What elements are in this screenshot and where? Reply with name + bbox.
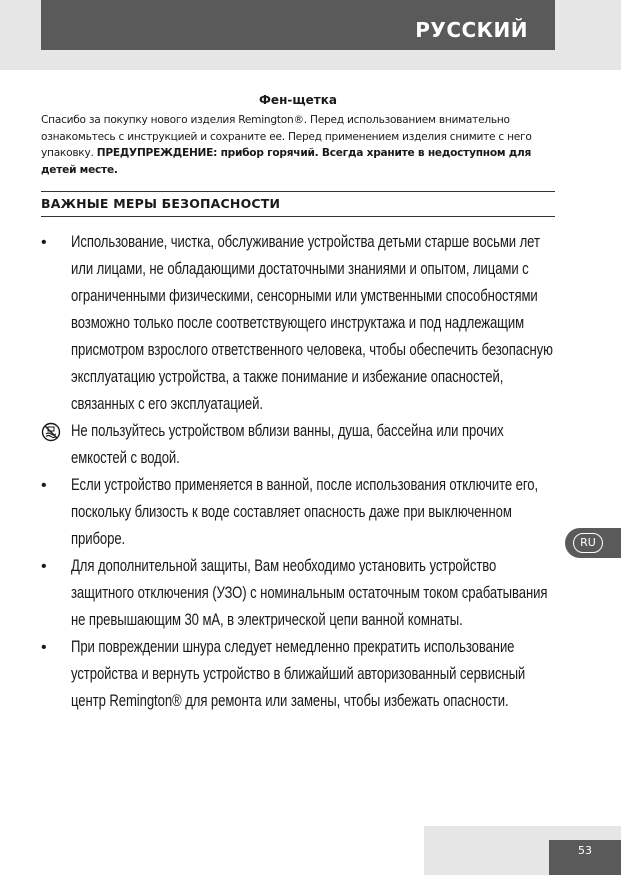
- language-code-badge: RU: [573, 533, 603, 553]
- section-rule-bottom: [41, 216, 555, 217]
- section-title: ВАЖНЫЕ МЕРЫ БЕЗОПАСНОСТИ: [41, 196, 281, 211]
- list-item-text: При повреждении шнура следует немедленно прекратить использование устройства и вернуть устройство в ближайший авторизованный сервисный центр Remington® для ремонта или замены, чтобы избежать опасности.: [71, 638, 526, 710]
- list-item-text: Для дополнительной защиты, Вам необходимо установить устройство защитного отключения (УЗО) с номинальным остаточным током срабатывания не превышающим 30 мА, в электрической цепи ванной комнаты.: [71, 557, 548, 629]
- bullet: •: [41, 234, 47, 251]
- warning-text: ПРЕДУПРЕЖДЕНИЕ: прибор горячий. Всегда храните в недоступном для детей месте.: [41, 147, 532, 176]
- list-item: [41, 634, 561, 715]
- language-header-bar: [41, 0, 555, 50]
- no-water-icon: [41, 422, 61, 442]
- list-item: [41, 472, 561, 553]
- list-item: [41, 553, 561, 634]
- list-item: [41, 229, 561, 418]
- list-item-text: Не пользуйтесь устройством вблизи ванны, душа, бассейна или прочих емкостей с водой.: [71, 422, 504, 467]
- intro-text: Спасибо за покупку нового изделия Remington®. Перед использованием внимательно ознакомьтесь с инструкцией и сохраните ее. Перед применением изделия снимите с него упаковку.: [41, 114, 532, 159]
- language-title: РУССКИЙ: [415, 18, 528, 42]
- list-item-text: Если устройство применяется в ванной, после использования отключите его, поскольку близость к воде составляет опасность даже при выключенном приборе.: [71, 476, 539, 548]
- bullet: •: [41, 558, 47, 575]
- intro-paragraph: [41, 112, 561, 178]
- language-side-tab: [565, 528, 621, 558]
- section-rule-top: [41, 191, 555, 192]
- bullet: •: [41, 639, 47, 656]
- safety-list: [41, 229, 561, 715]
- bullet: •: [41, 477, 47, 494]
- page-number: 53: [549, 840, 621, 875]
- list-item-text: Использование, чистка, обслуживание устройства детьми старше восьми лет или лицами, не обладающими достаточными знаниями и опытом, лицами с ограниченными физическими, сенсорными или умственными способностями возможно только после соответствующего инструктажа и под надлежащим присмотром взрослого ответственного человека, чтобы обеспечить безопасную эксплуатацию устройства, а также понимание и избежание опасностей, связанных с его эксплуатацией.: [71, 233, 553, 413]
- document-title: Фен-щетка: [259, 93, 337, 107]
- list-item: [41, 418, 561, 472]
